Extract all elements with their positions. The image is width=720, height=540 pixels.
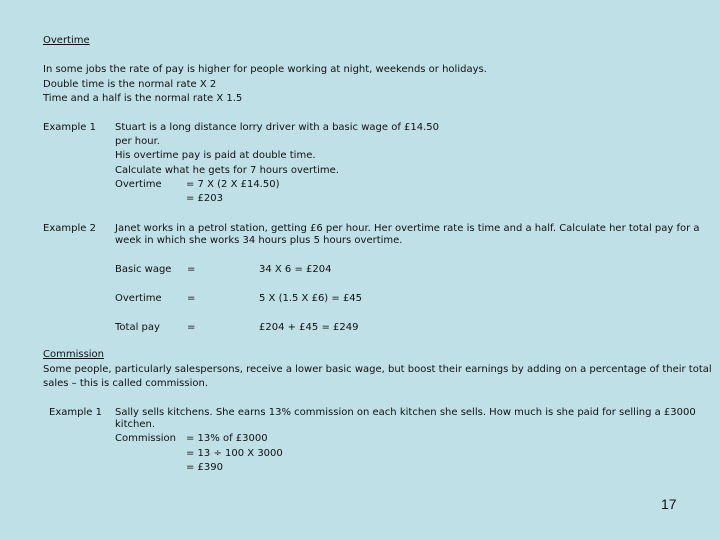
commission-calc-line-3: = £390 [186,462,224,473]
example2-overtime-value: 5 X (1.5 X £6) = £45 [259,293,363,304]
commission-calc-line-1: = 13% of £3000 [186,433,268,444]
example2-overtime-eq: = [187,293,196,304]
example2-label: Example 2 [43,223,96,234]
example2-total-pay-value: £204 + £45 = £249 [259,322,359,333]
example2-overtime-label: Overtime [115,293,162,304]
commission-intro-line-1: Some people, particularly salespersons, receive a lower basic wage, but boost their earnings by adding on a percentage of their total [43,364,712,375]
example2-basic-wage-value: 34 X 6 = £204 [259,264,332,275]
example2-basic-wage-eq: = [187,264,196,275]
example1-line-2: per hour. [115,136,160,147]
commission-calc-line-2: = 13 ÷ 100 X 3000 [186,448,283,459]
example2-total-pay-label: Total pay [115,322,160,333]
commission-intro-line-2: sales – this is called commission. [43,378,208,389]
overtime-heading: Overtime [43,35,90,46]
commission-example1-line-2: kitchen. [115,419,155,430]
example1-calc-line-1: = 7 X (2 X £14.50) [186,179,280,190]
commission-example1-line-1: Sally sells kitchens. She earns 13% commission on each kitchen she sells. How much is she paid for selling a £3000 [115,407,696,418]
example2-basic-wage-label: Basic wage [115,264,172,275]
example1-calc-label: Overtime [115,179,162,190]
example1-line-1: Stuart is a long distance lorry driver with a basic wage of £14.50 [115,122,440,133]
overtime-intro-line-1: In some jobs the rate of pay is higher for people working at night, weekends or holidays. [43,64,487,75]
example1-line-3: His overtime pay is paid at double time. [115,150,316,161]
commission-calc-label: Commission [115,433,177,444]
example2-total-pay-eq: = [187,322,196,333]
example1-line-4: Calculate what he gets for 7 hours overtime. [115,165,339,176]
example1-label: Example 1 [43,122,96,133]
page-number: 17 [661,496,677,512]
overtime-intro-line-3: Time and a half is the normal rate X 1.5 [43,93,243,104]
example2-text-line-1: Janet works in a petrol station, getting £6 per hour. Her overtime rate is time and a half. Calculate her total pay for a [115,223,700,234]
commission-example1-label: Example 1 [49,407,102,418]
example2-text-line-2: week in which she works 34 hours plus 5 hours overtime. [115,235,403,246]
commission-heading: Commission [43,349,105,360]
overtime-intro-line-2: Double time is the normal rate X 2 [43,79,217,90]
example1-calc-line-2: = £203 [186,193,224,204]
